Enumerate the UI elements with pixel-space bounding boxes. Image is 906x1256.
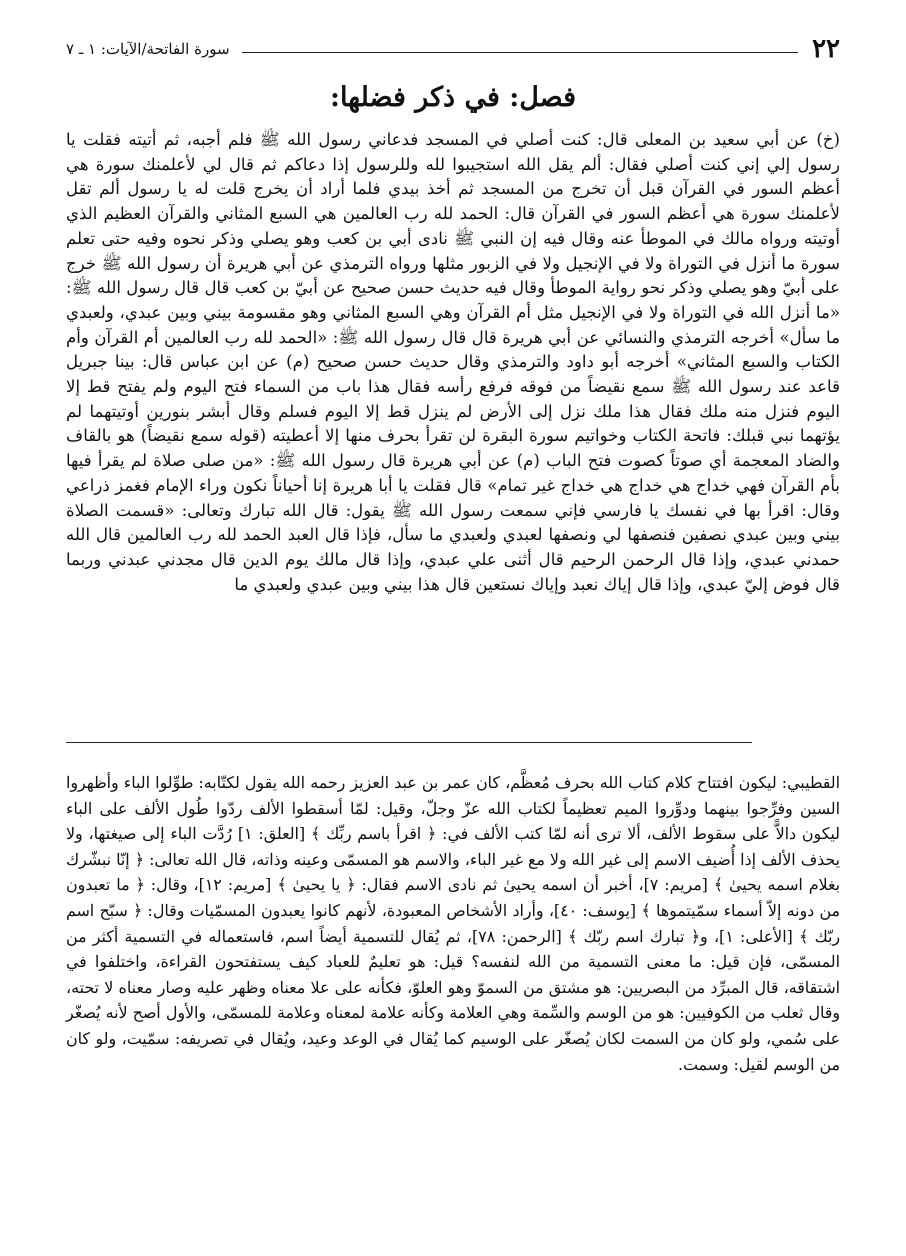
page-number: ٢٢ xyxy=(812,34,840,64)
running-title: سورة الفاتحة/الآيات: ١ ـ ٧ xyxy=(66,40,230,58)
footnote-divider xyxy=(66,742,752,743)
page-header xyxy=(66,32,840,66)
main-text: (خ) عن أبي سعيد بن المعلى قال: كنت أصلي في المسجد فدعاني رسول الله ﷺ فلم أجبه، ثم أتيته فقلت يا رسول إلي إني كنت أصلي فقال: ألم يقل الله استجيبوا لله وللرسول إذا دعاكم ثم قال لي لأعلمنك سورة هي أعظم السور في القرآن قبل أن تخرج من المسجد ثم أخذ بيدي فلما أراد أن يخرج قلت له يا رسول ألم تقل لأعلمنك سورة هي أعظم السور في القرآن قال: الحمد لله رب العالمين هي السبع المثاني والقرآن العظيم الذي أوتيته ورواه مالك في الموطأ عنه وقال فيه إن النبي ﷺ نادى أبي بن كعب وهو يصلي وذكر نحوه وفيه حتى تعلم سورة ما أنزل في التوراة ولا في الإنجيل ولا في الزبور مثلها ورواه الترمذي عن أبي هريرة أن رسول الله ﷺ خرج على أبيّ وهو يصلي وذكر نحو رواية الموطأ وقال فيه حديث حسن صحيح عن أبيّ بن كعب قال قال رسول الله ﷺ: «ما أنزل الله في التوراة ولا في الإنجيل مثل أم القرآن وهي السبع المثاني وهو مقسومة بيني وبين عبدي، ولعبدي ما سأل» أخرجه الترمذي والنسائي عن أبي هريرة قال قال رسول الله ﷺ: «الحمد لله رب العالمين أم القرآن وأم الكتاب والسبع المثاني» أخرجه أبو داود والترمذي وقال حديث حسن صحيح (م) عن ابن عباس قال: بينا جبريل قاعد عند رسول الله ﷺ سمع نقيضاً من فوقه فرفع رأسه فقال هذا باب من السماء فتح اليوم ولم يفتح قط إلا اليوم فنزل منه ملك فقال هذا ملك نزل إلى الأرض لم ينزل قط إلا اليوم فسلم وقال أبشر بنورين أوتيتهما لم يؤتهما نبي قبلك: فاتحة الكتاب وخواتيم سورة البقرة لن تقرأ بحرف منها إلا أعطيته (قوله سمع نقيضاً) هو بالقاف والضاد المعجمة أي صوتاً كصوت فتح الباب (م) عن أبي هريرة قال رسول الله ﷺ: «من صلى صلاة لم يقرأ فيها بأم القرآن فهي خداج هي خداج هي خداج غير تمام» قال فقلت يا أبا هريرة إنا أحياناً نكون وراء الإمام فغمز ذراعي وقال: اقرأ بها في نفسك يا فارسي فإني سمعت رسول الله ﷺ يقول: قال الله تبارك وتعالى: «قسمت الصلاة بيني وبين عبدي نصفين فنصفها لي ونصفها لعبدي ولعبدي ما سأل، فإذا قال العبد الحمد لله رب العالمين قال الله حمدني عبدي، وإذا قال الرحمن الرحيم قال أثنى علي عبدي، وإذا قال مالك يوم الدين قال مجدني عبدني وربما قال فوض إليّ عبدي، وإذا قال إياك نعبد وإياك نستعين قال هذا بيني وبين عبدي ولعبدي ما xyxy=(66,130,840,594)
footnote-text: القطيبي: ليكون افتتاح كلام كتاب الله بحرف مُعظَّم، كان عمر بن عبد العزيز رحمه الله يقول لكتّابه: طوِّلوا الباء وأظهروا السين وفرِّجوا بينهما ودوِّروا الميم تعظيماً لكتاب الله عزّ وجلّ، وقيل: لمّا أسقطوا الألف ردّوا طُول الألف على الباء ليكون دالاًّ على سقوط الألف، ألا ترى أنه لمّا كتب الألف في: ﴿ اقرأ باسم ربِّك ﴾ [العلق: ١] رُدَّت الباء إلى صيغتها، ولا يحذف الألف إذا أُضيف الاسم إلى غير الله ولا مع غير الباء، والاسم هو المسمّى وعينه وذاته، قال الله تعالى: ﴿ إنّا نبشّرك بغلام اسمه يحيىٰ ﴾ [مريم: ٧]، أخبر أن اسمه يحيىٰ ثم نادى الاسم فقال: ﴿ يا يحيىٰ ﴾ [مريم: ١٢]، وقال: ﴿ ما تعبدون من دونه إلاّ أسماء سمّيتموها ﴾ [يوسف: ٤٠]، وأراد الأشخاص المعبودة، لأنهم كانوا يعبدون المسمّيات وقال: ﴿ سبّح اسم ربّك ﴾ [الأعلى: ١]، و﴿ تبارك اسم ربّك ﴾ [الرحمن: ٧٨]، ثم يُقال للتسمية أيضاً اسم، فاستعماله في التسمية أكثر من المسمّى، فإن قيل: ما معنى التسمية من الله لنفسه؟ قيل: هو تعليمٌ للعباد كيف يستفتحون القراءة، واختلفوا في اشتقاقه، قال المبرِّد من البصريين: هو مشتق من السموّ وهو العلوّ، فكأنه على علا معناه وظهر عليه وصار معناه لا تحته، وقال ثعلب من الكوفيين: هو من الوسم والسِّمة وهي العلامة وكأنه علامة لمعناه وعلامة للمسمّى، والأول أصح لأنه يُصغّر على سُمي، ولو كان من السمت لكان يُصغّر على الوسيم كما يُقال في الوعد وعيد، ويُقال في تصريفه: سمّيت، ولو كان من الوسم لقيل: وسمت. xyxy=(66,773,841,1074)
section-title: فصل: في ذكر فضلها: xyxy=(329,82,577,113)
header-rule xyxy=(242,52,799,53)
